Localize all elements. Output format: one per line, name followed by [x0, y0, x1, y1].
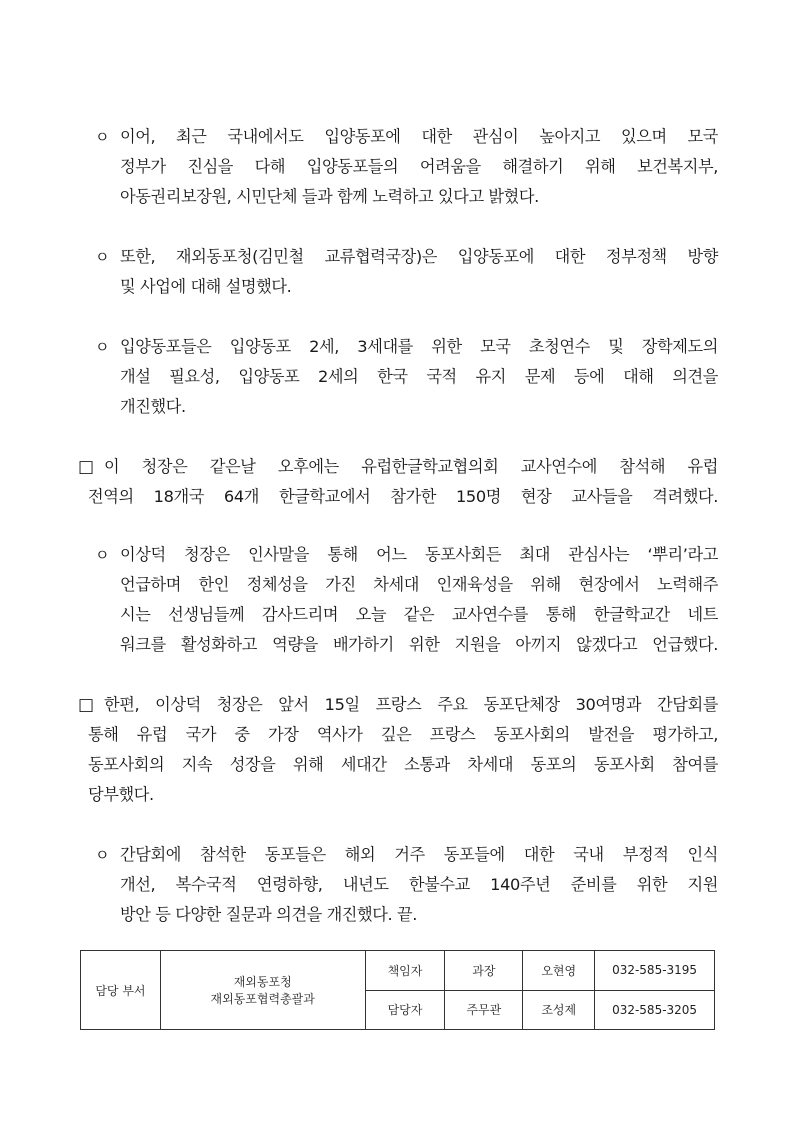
title-cell: 주무관 [445, 990, 523, 1030]
text-line: 또한, 재외동포청(김민철 교류협력국장)은 입양동포에 대한 정부정책 방향 [120, 247, 718, 266]
sub-bullet: ㅇ [95, 546, 110, 564]
text-line: 동포사회의 지속 성장을 위해 세대간 소통과 차세대 동포의 동포사회 참여를 [88, 755, 718, 774]
text-line: 한편, 이상덕 청장은 앞서 15일 프랑스 주요 동포단체장 30여명과 간담회를 [104, 695, 718, 714]
name-cell: 오현영 [523, 951, 595, 991]
role-cell: 담당자 [365, 990, 445, 1030]
text-line: 이상덕 청장은 인사말을 통해 어느 동포사회든 최대 관심사는 ‘뿌리’라고 [120, 545, 718, 564]
text-line: 방안 등 다양한 질문과 의견을 개진했다. 끝. [120, 905, 417, 924]
text-line: 정부가 진심을 다해 입양동포들의 어려움을 해결하기 위해 보건복지부, [120, 157, 718, 176]
text-line: 개설 필요성, 입양동포 2세의 한국 국적 유지 문제 등에 대해 의견을 [120, 367, 718, 386]
box-bullet: □ [78, 457, 95, 477]
contact-table [80, 950, 715, 1030]
phone-cell: 032-585-3195 [595, 951, 715, 991]
text-line: 시는 선생님들께 감사드리며 오늘 같은 교사연수를 통해 한글학교간 네트 [120, 605, 718, 624]
name-cell: 조성제 [523, 990, 595, 1030]
box-bullet: □ [78, 695, 95, 715]
text-line: 아동권리보장원, 시민단체 들과 함께 노력하고 있다고 밝혔다. [120, 187, 539, 206]
text-line: 통해 유럽 국가 중 가장 역사가 깊은 프랑스 동포사회의 발전을 평가하고, [88, 725, 718, 744]
sub-bullet: ㅇ [95, 248, 110, 266]
sub-bullet: ㅇ [95, 128, 110, 146]
text-line: 이 청장은 같은날 오후에는 유럽한글학교협의회 교사연수에 참석해 유럽 [104, 457, 718, 476]
text-line: 개선, 복수국적 연령하향, 내년도 한불수교 140주년 준비를 위한 지원 [120, 875, 718, 894]
text-line: 당부했다. [88, 785, 154, 804]
text-line: 입양동포들은 입양동포 2세, 3세대를 위한 모국 초청연수 및 장학제도의 [120, 337, 718, 356]
dept-label: 담당 부서 [81, 951, 161, 1030]
text-line: 개진했다. [120, 397, 186, 416]
sub-bullet: ㅇ [95, 846, 110, 864]
text-line: 간담회에 참석한 동포들은 해외 거주 동포들에 대한 국내 부정적 인식 [120, 845, 718, 864]
division-name: 재외동포협력총괄과 [210, 992, 315, 1006]
dept-name [160, 951, 365, 1030]
role-cell: 책임자 [365, 951, 445, 991]
text-line: 워크를 활성화하고 역량을 배가하기 위한 지원을 아끼지 않겠다고 언급했다. [120, 635, 718, 654]
text-line: 언급하며 한인 정체성을 가진 차세대 인재육성을 위해 현장에서 노력해주 [120, 575, 718, 594]
text-line: 전역의 18개국 64개 한글학교에서 참가한 150명 현장 교사들을 격려했다. [88, 487, 718, 506]
org-name: 재외동포청 [233, 975, 292, 989]
sub-bullet: ㅇ [95, 338, 110, 356]
text-line: 이어, 최근 국내에서도 입양동포에 대한 관심이 높아지고 있으며 모국 [120, 127, 718, 146]
table-row [81, 951, 715, 991]
text-line: 및 사업에 대해 설명했다. [120, 277, 292, 296]
title-cell: 과장 [445, 951, 523, 991]
phone-cell: 032-585-3205 [595, 990, 715, 1030]
